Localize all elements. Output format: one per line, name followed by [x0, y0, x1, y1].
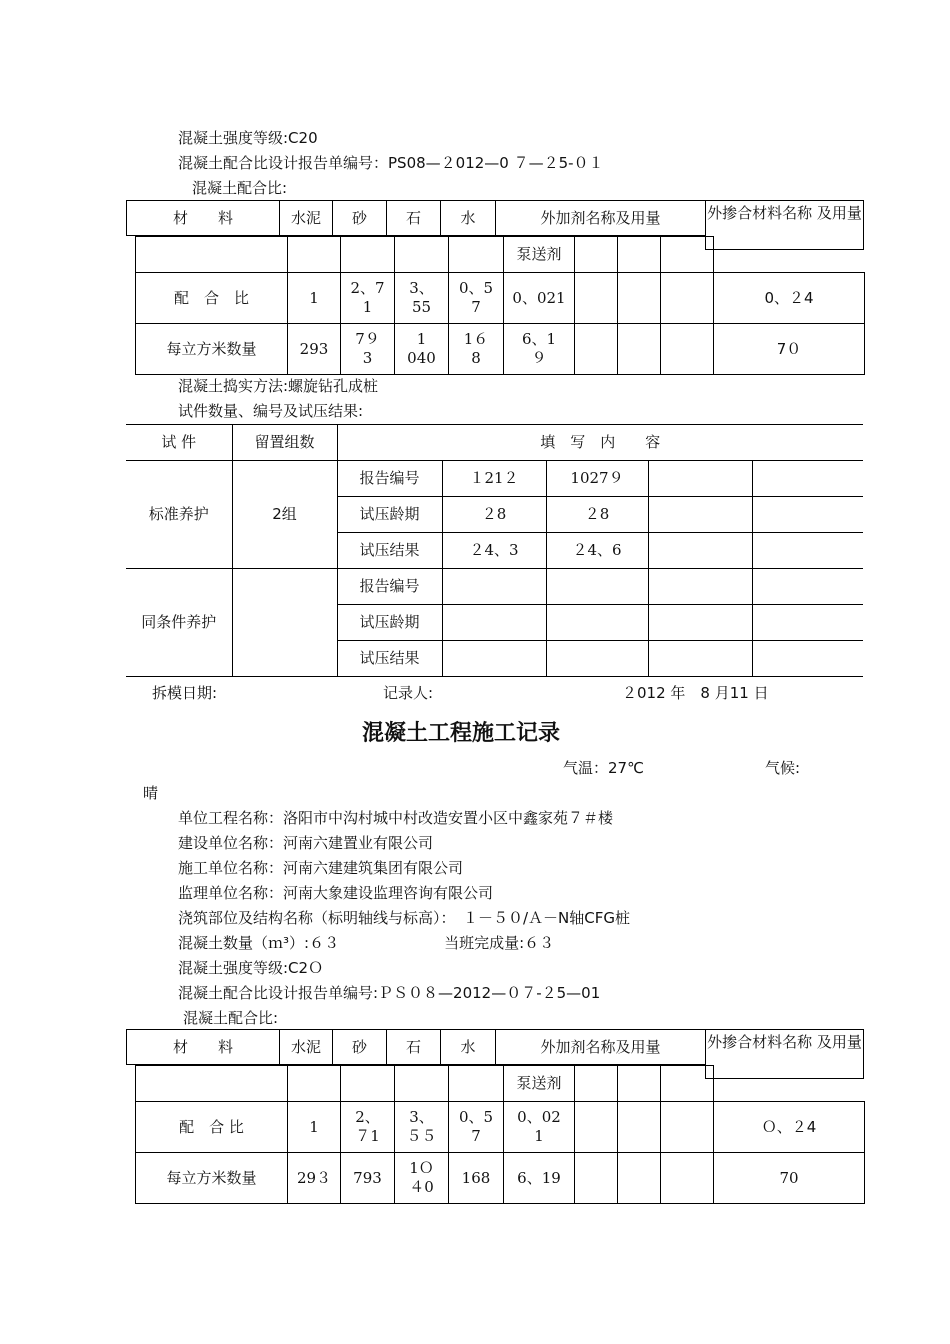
value-1: ２4、3 — [442, 533, 546, 569]
admixture-name: 泵送剂 — [504, 1066, 575, 1102]
value-1: １21２ — [442, 461, 546, 497]
blank-cell — [618, 1153, 661, 1204]
additive-value: 7０ — [714, 324, 865, 375]
blank-cell — [752, 461, 863, 497]
specimen-label: 试件数量、编号及试压结果: — [178, 402, 364, 420]
value-1 — [442, 605, 546, 641]
stone-value: 1Ｏ ４0 — [395, 1153, 449, 1204]
header-stone: 石 — [386, 1029, 440, 1065]
climate-label: 气候: — [765, 759, 801, 777]
mix-table-header — [126, 200, 864, 236]
blank-cell — [661, 273, 714, 324]
unit-project-name: 单位工程名称：洛阳市中沟村城中村改造安置小区中鑫家苑７＃楼 — [178, 809, 614, 827]
compaction-method: 混凝土捣实方法:螺旋钻孔成桩 — [178, 377, 379, 395]
header-additive-material: 外掺合材料名称 及用量 — [705, 200, 864, 250]
row-label: 试压结果 — [337, 533, 442, 569]
blank-cell — [136, 237, 288, 273]
blank-cell — [661, 237, 714, 273]
row-label: 试压结果 — [337, 641, 442, 677]
water-value: 168 — [449, 1153, 504, 1204]
header-cement: 水泥 — [279, 200, 332, 236]
row-label: 试压龄期 — [337, 605, 442, 641]
blank-cell — [648, 641, 752, 677]
sand-value: 2、 ７1 — [341, 1102, 395, 1153]
blank-cell — [395, 1066, 449, 1102]
stone-value: 3、 55 — [395, 273, 449, 324]
specimen-table — [126, 424, 863, 677]
group-count — [232, 569, 337, 677]
mix-ratio-label-2: 混凝土配合比: — [183, 1009, 279, 1027]
additive-value: 70 — [714, 1153, 865, 1204]
row-label: 配 合 比 — [136, 273, 288, 324]
header-cement: 水泥 — [279, 1029, 332, 1065]
admixture-value: 6、1 ９ — [504, 324, 575, 375]
value-1: ２8 — [442, 497, 546, 533]
row-label: 每立方米数量 — [136, 324, 288, 375]
blank-cell — [661, 1066, 714, 1102]
header-stone: 石 — [386, 200, 440, 236]
sand-value: 793 — [341, 1153, 395, 1204]
stone-value: 3、 ５５ — [395, 1102, 449, 1153]
pour-location: 浇筑部位及结构名称（标明轴线与标高）： １－５０/Ａ－N轴CFG桩 — [178, 909, 631, 927]
blank-cell — [648, 497, 752, 533]
header-water: 水 — [440, 200, 495, 236]
blank-cell — [714, 1066, 865, 1102]
blank-cell — [395, 237, 449, 273]
blank-cell — [752, 569, 863, 605]
blank-cell — [752, 605, 863, 641]
blank-cell — [661, 1102, 714, 1153]
section-title: 混凝土工程施工记录 — [361, 721, 560, 746]
header-admixture: 外加剂名称及用量 — [495, 200, 705, 236]
stone-value: 1 040 — [395, 324, 449, 375]
temperature: 气温：27℃ — [563, 759, 644, 777]
record-date: ２012 年 8 月11 日 — [622, 684, 769, 702]
header-content: 填 写 内 容 — [337, 425, 863, 461]
blank-cell — [575, 237, 618, 273]
group-count: 2组 — [232, 461, 337, 569]
blank-cell — [575, 1153, 618, 1204]
blank-cell — [618, 1066, 661, 1102]
additive-value: 0、２4 — [714, 273, 865, 324]
value-2 — [546, 605, 648, 641]
value-2: ２8 — [546, 497, 648, 533]
header-sand: 砂 — [332, 1029, 386, 1065]
demold-date: 拆模日期: — [152, 684, 218, 702]
blank-cell — [648, 461, 752, 497]
value-2 — [546, 569, 648, 605]
header-sand: 砂 — [332, 200, 386, 236]
concrete-quantity: 混凝土数量（ｍ³）:６３ 当班完成量:６３ — [178, 934, 555, 952]
admixture-value: 6、19 — [504, 1153, 575, 1204]
builder-name: 建设单位名称：河南六建置业有限公司 — [178, 834, 434, 852]
cement-value: 1 — [288, 1102, 341, 1153]
blank-cell — [288, 1066, 341, 1102]
header-admixture: 外加剂名称及用量 — [495, 1029, 705, 1065]
row-label: 报告编号 — [337, 569, 442, 605]
blank-cell — [449, 1066, 504, 1102]
report-number-2: 混凝土配合比设计报告单编号:ＰＳ０８—2012—０７-２5—01 — [178, 984, 601, 1002]
value-1 — [442, 569, 546, 605]
admixture-name: 泵送剂 — [504, 237, 575, 273]
value-1 — [442, 641, 546, 677]
header-group-count: 留置组数 — [232, 425, 337, 461]
mix-table-2-header — [126, 1029, 864, 1065]
blank-cell — [714, 237, 865, 273]
row-label: 配 合 比 — [136, 1102, 288, 1153]
mix-table-2 — [135, 1065, 865, 1204]
recorder: 记录人: — [383, 684, 434, 702]
blank-cell — [752, 497, 863, 533]
blank-cell — [648, 569, 752, 605]
row-label: 试压龄期 — [337, 497, 442, 533]
blank-cell — [575, 273, 618, 324]
blank-cell — [575, 324, 618, 375]
blank-cell — [661, 324, 714, 375]
cement-value: 29３ — [288, 1153, 341, 1204]
blank-cell — [752, 533, 863, 569]
header-specimen: 试 件 — [126, 425, 232, 461]
contractor-name: 施工单位名称：河南六建建筑集团有限公司 — [178, 859, 464, 877]
blank-cell — [618, 273, 661, 324]
blank-cell — [341, 237, 395, 273]
admixture-value: 0、021 — [504, 273, 575, 324]
strength-grade-2: 混凝土强度等级:C2Ｏ — [178, 959, 324, 977]
water-value: 0、5 7 — [449, 1102, 504, 1153]
value-2: 1027９ — [546, 461, 648, 497]
blank-cell — [618, 324, 661, 375]
admixture-value: 0、02 1 — [504, 1102, 575, 1153]
header-material: 材 料 — [126, 1029, 279, 1065]
blank-cell — [618, 237, 661, 273]
blank-cell — [288, 237, 341, 273]
mix-table-1 — [135, 236, 865, 375]
cement-value: 1 — [288, 273, 341, 324]
row-label: 每立方米数量 — [136, 1153, 288, 1204]
blank-cell — [575, 1102, 618, 1153]
water-value: 0、5 7 — [449, 273, 504, 324]
water-value: 1６ 8 — [449, 324, 504, 375]
header-material: 材 料 — [126, 200, 279, 236]
blank-cell — [648, 605, 752, 641]
sand-value: 2、7 1 — [341, 273, 395, 324]
additive-value: Ｏ、２4 — [714, 1102, 865, 1153]
mix-ratio-label: 混凝土配合比: — [192, 179, 288, 197]
report-number: 混凝土配合比设计报告单编号：PS08—２012—0 ７—２5-０１ — [178, 154, 604, 172]
supervisor-name: 监理单位名称：河南大象建设监理咨询有限公司 — [178, 884, 494, 902]
strength-grade: 混凝土强度等级:C20 — [178, 129, 318, 147]
blank-cell — [449, 237, 504, 273]
sand-value: 7９ 3 — [341, 324, 395, 375]
group-name: 标准养护 — [126, 461, 232, 569]
cement-value: 293 — [288, 324, 341, 375]
blank-cell — [752, 641, 863, 677]
blank-cell — [618, 1102, 661, 1153]
blank-cell — [341, 1066, 395, 1102]
group-name: 同条件养护 — [126, 569, 232, 677]
blank-cell — [661, 1153, 714, 1204]
value-2: ２4、6 — [546, 533, 648, 569]
climate-value: 晴 — [143, 784, 159, 802]
header-water: 水 — [440, 1029, 495, 1065]
header-additive-material: 外掺合材料名称 及用量 — [705, 1029, 864, 1079]
blank-cell — [136, 1066, 288, 1102]
row-label: 报告编号 — [337, 461, 442, 497]
value-2 — [546, 641, 648, 677]
blank-cell — [648, 533, 752, 569]
blank-cell — [575, 1066, 618, 1102]
